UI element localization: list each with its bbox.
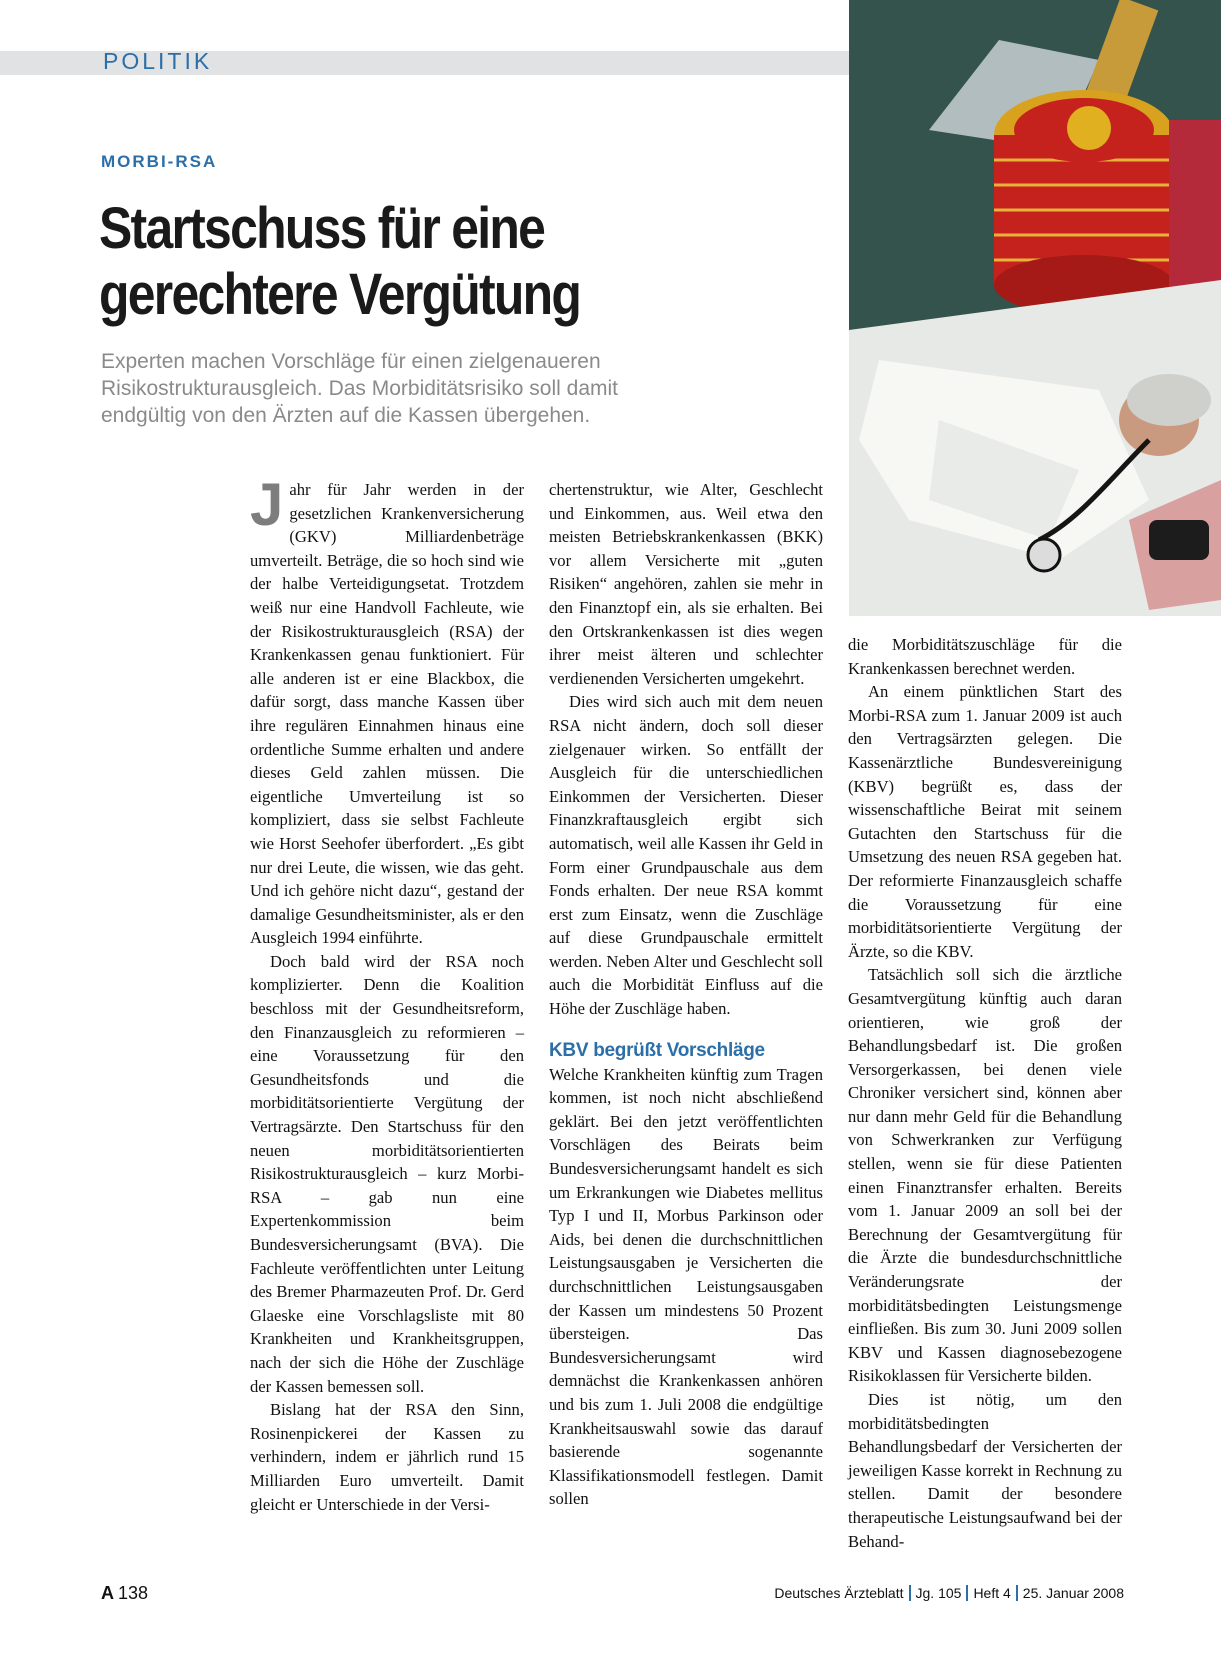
page-prefix: A <box>101 1583 114 1603</box>
text-column-1 <box>250 471 524 1516</box>
paragraph: Doch bald wird der RSA noch komplizierter. Denn die Koalition beschloss mit der Gesundheitsreform, den Finanzausgleich zu reformieren – eine Voraussetzung für den Gesundheitsfonds und die morbiditätsorientierte Vergütung der Vertragsärzte. Den Startschuss für den neuen morbiditätsorientierten Risikostrukturausgleich – kurz Morbi-RSA – gab nun eine Expertenkommission beim Bundesversicherungsamt (BVA). Die Fachleute veröffentlichten unter Leitung des Bremer Pharmazeuten Prof. Dr. Gerd Glaeske eine Vorschlagsliste mit 80 Krankheiten und Krankheitsgruppen, nach der sich die Höhe der Zuschläge der Kassen bemessen soll. <box>250 951 524 1396</box>
journal-issue: Heft 4 <box>973 1585 1011 1601</box>
paragraph-text: ahr für Jahr werden in der gesetzlichen Krankenversicherung (GKV) Milliardenbeträge umverteilt. Beträge, die so hoch sind wie der halbe Verteidigungsetat. Trotzdem weiß nur eine Handvoll Fachleute, wie der Risikostrukturausgleich (RSA) der Krankenkassen genau funktioniert. Für alle anderen ist er eine Blackbox, die dafür sorgt, dass manche Kassen über ihre regulären Einnahmen hinaus eine ordentliche Summe erhalten und andere dieses Geld zahlen müssen. Die eigentliche Umverteilung ist so kompliziert, dass sie selbst Fachleute wie Horst Seehofer überfordert. „Es gibt nur drei Leute, die wissen, wie das geht. Und ich gehöre nicht dazu“, gestand der damalige Gesundheitsminister, als er den Ausgleich 1994 einführte. <box>250 480 524 948</box>
journal-footer <box>774 1585 1124 1601</box>
page-number <box>101 1583 148 1604</box>
page-number-value: 138 <box>118 1583 149 1603</box>
journal-name: Deutsches Ärzteblatt <box>774 1585 904 1601</box>
headline-line-1: Startschuss für eine <box>99 196 545 261</box>
paragraph: Bislang hat der RSA den Sinn, Rosinenpickerei der Kassen zu verhindern, indem er jährlich rund 15 Milliarden Euro umverteilt. Damit gleicht er Unterschiede in der Versi- <box>250 1400 524 1514</box>
drop-cap: J <box>250 471 284 538</box>
paragraph: Dies ist nötig, um den morbiditätsbedingten Behandlungsbedarf der Versicherten der jeweiligen Kasse korrekt in Rechnung zu stellen. Damit der besondere therapeutische Leistungsaufwand bei der Behand- <box>848 1390 1122 1551</box>
section-label: POLITIK <box>103 48 213 74</box>
article-subhead: KBV begrüßt Vorschläge <box>549 1039 765 1061</box>
journal-date: 25. Januar 2008 <box>1022 1585 1124 1601</box>
paragraph <box>250 471 524 950</box>
footer-divider <box>909 1585 911 1601</box>
text-column-3 <box>848 633 1122 1553</box>
photo-illustration-icon <box>849 0 1221 616</box>
paragraph: An einem pünktlichen Start des Morbi-RSA zum 1. Januar 2009 ist auch den Vertragsärzten gelegen. Die Kassenärztliche Bundesvereinigung (KBV) begrüßt es, dass der wissenschaftliche Beirat mit seinem Gutachten den Startschuss für die Umsetzung des neuen RSA gegeben hat. Der reformierte Finanzausgleich schaffe die Voraussetzung für eine morbiditätsorientierte Vergütung der Ärzte, so die KBV. <box>848 682 1122 961</box>
footer-divider <box>966 1585 968 1601</box>
paragraph: Tatsächlich soll sich die ärztliche Gesamtvergütung künftig auch daran orientieren, wie groß der Behandlungsbedarf ist. Die großen Versorgerkassen, bei denen viele Chroniker versichert sind, können aber nur dann mehr Geld für die Behandlung von Schwerkranken zur Verfügung stellen, wenn sie für diese Patienten einen Finanztransfer erhalten. Bereits vom 1. Januar 2009 an soll bei der Berechnung der Gesamtvergütung für die Ärzte die bundesdurchschnittliche Veränderungsrate der morbiditätsbedingten Leistungsmenge einfließen. Bis zum 30. Juni 2009 sollen KBV und Kassen diagnosebezogene Risikoklassen für Versicherte bilden. <box>848 965 1122 1386</box>
article-kicker: MORBI-RSA <box>101 152 218 171</box>
paragraph: Welche Krankheiten künftig zum Tragen kommen, ist noch nicht abschließend geklärt. Bei den jetzt veröffentlichten Vorschlägen des Beirats beim Bundesversicherungsamt handelt es sich um Erkrankungen wie Diabetes mellitus Typ I und II, Morbus Parkinson oder Aids, bei denen die durchschnittlichen Leistungsausgaben je Versicherten die durchschnittlichen Leistungsausgaben der Kassen um mindestens 50 Prozent übersteigen. Das Bundesversicherungsamt wird demnächst die Krankenkassen anhören und bis zum 1. Juli 2008 die endgültige Krankheitsauswahl sowie das darauf basierende sogenannte Klassifikationsmodell festlegen. Damit sollen <box>549 1064 823 1509</box>
article-lead: Experten machen Vorschläge für einen zielgenaueren Risikostrukturausgleich. Das Morbiditätsrisiko soll damit endgültig von den Ärzten auf die Kassen übergehen. <box>101 350 619 427</box>
journal-volume: Jg. 105 <box>915 1585 962 1601</box>
article-photo <box>849 0 1221 616</box>
article-headline <box>99 196 718 328</box>
paragraph: Dies wird sich auch mit dem neuen RSA nicht ändern, doch soll dieser zielgenauer wirken. So entfällt der Ausgleich für die unterschiedlichen Einkommen der Versicherten. Dieser Finanzkraftausgleich ergibt sich automatisch, weil alle Kassen ihr Geld in Form einer Grundpauschale aus dem Fonds erhalten. Der neue RSA kommt erst zum Einsatz, wenn die Zuschläge auf diese Grundpauschale ermittelt werden. Neben Alter und Geschlecht soll auch die Morbidität Einfluss auf die Höhe der Zuschläge haben. <box>549 692 823 1019</box>
footer-divider <box>1016 1585 1018 1601</box>
paragraph: die Morbiditätszuschläge für die Krankenkassen berechnet werden. <box>848 635 1122 678</box>
text-column-2 <box>549 478 823 1511</box>
headline-line-2: gerechtere Vergütung <box>99 262 581 327</box>
paragraph: chertenstruktur, wie Alter, Geschlecht und Einkommen, aus. Weil etwa den meisten Betriebskrankenkassen (BKK) vor allem Versicherte mit „guten Risiken“ angehören, zahlen sie mehr in den Finanztopf ein, als sie erhalten. Bei den Ortskrankenkassen ist dies wegen ihrer meist älteren und schlechter verdienenden Versicherten umgekehrt. <box>549 480 823 688</box>
